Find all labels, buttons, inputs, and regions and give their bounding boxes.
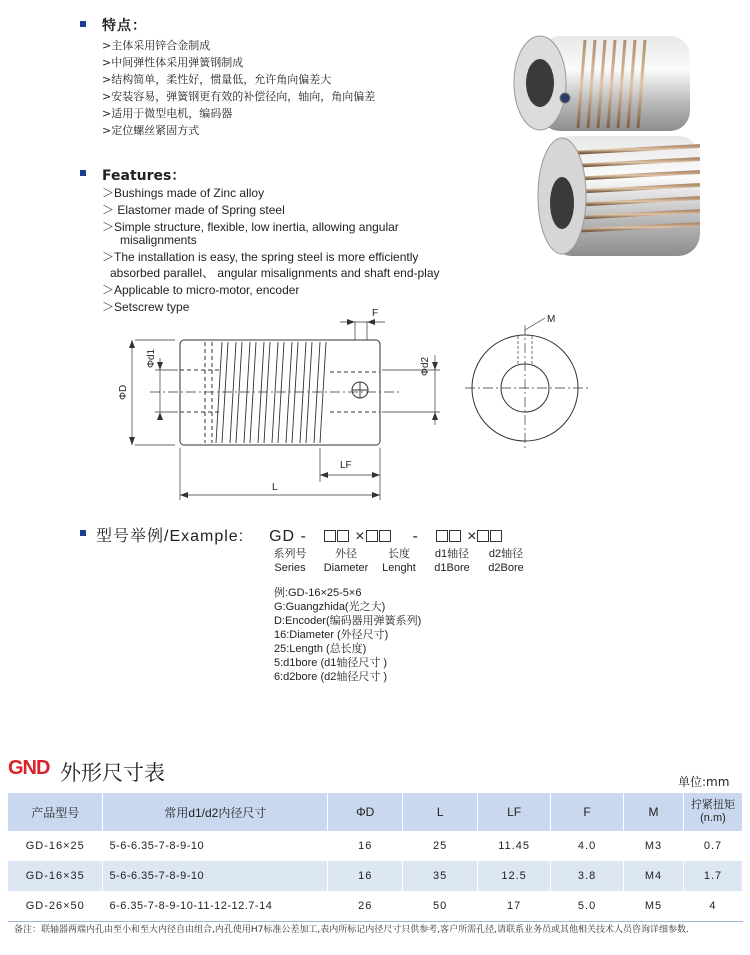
dim-label-l: L (272, 482, 278, 493)
example-line: 5:d1bore (d1轴径尺寸 ) (274, 657, 388, 669)
table-header-row (8, 793, 743, 831)
code-box (324, 530, 336, 542)
dim-label-phi-d: ΦD (118, 384, 129, 400)
list-item: >中间弹性体采用弹簧钢制成 (102, 56, 244, 69)
list-item: >适用于微型电机，编码器 (102, 107, 233, 120)
list-item: >定位螺丝紧固方式 (102, 124, 200, 137)
list-item: >结构简单，柔性好，惯量低，允许角向偏差大 (102, 73, 332, 86)
code-box (490, 530, 502, 542)
dim-label-m: M (547, 314, 556, 325)
product-photo (500, 28, 715, 268)
coupling-photo-bottom (538, 136, 700, 256)
table-title: 外形尺寸表 (60, 761, 165, 785)
header-l: L (403, 793, 478, 831)
example-title-row (96, 523, 503, 546)
side-view-body (180, 340, 380, 445)
header-m: M (624, 793, 684, 831)
header-f: F (551, 793, 624, 831)
list-item: ＞Simple structure, flexible, low inertia, allowing angular (102, 220, 399, 234)
example-line: G:Guangzhida(光之大) (274, 601, 386, 613)
dim-label-phi-d1: Φd1 (146, 348, 157, 368)
list-item: ＞ Elastomer made of Spring steel (102, 203, 285, 217)
unit-label: 单位:mm (678, 775, 730, 789)
features-en-title: Features： (102, 168, 186, 184)
example-line: 6:d2bore (d2轴径尺寸 ) (274, 671, 388, 683)
list-item: ＞The installation is easy, the spring steel is more efficiently (102, 250, 419, 264)
table-note: 备注：联轴器两端内孔由至小和至大内径自由组合,内孔使用H7标准公差加工,表内所标记内径尺寸只供参考,客户所需孔径,请联系业务员或其他相关技术人员咨询详细参数. (14, 925, 689, 935)
example-line: 25:Length (总长度) (274, 643, 367, 655)
technical-drawing (0, 300, 750, 510)
example-label-d1: d1轴径 d1Bore (434, 548, 470, 574)
list-item: ＞Bushings made of Zinc alloy (102, 186, 265, 200)
coupling-photo-top (514, 36, 690, 131)
header-phi-d: ΦD (328, 793, 403, 831)
header-bore: 常用d1/d2内径尺寸 (103, 793, 328, 831)
logo-text: GND (8, 757, 50, 779)
list-item: ＞Applicable to micro-motor, encoder (102, 283, 300, 297)
header-torque: 拧紧扭矩 (n.m) (683, 793, 742, 831)
bullet-square-icon (80, 21, 86, 27)
list-item: >安装容易，弹簧钢更有效的补偿径向，轴向，角向偏差 (102, 90, 376, 103)
example-explanation (274, 586, 421, 684)
table-row: GD-16×25 5-6-6.35-7-8-9-10 16 25 11.45 4.0 M3 0.7 (8, 831, 743, 861)
code-box (366, 530, 378, 542)
example-label-series: 系列号 Series (273, 548, 307, 574)
example-title: 型号举例/Example: (96, 528, 245, 545)
code-box (449, 530, 461, 542)
dim-label-lf: LF (340, 460, 352, 471)
dim-label-phi-d2: Φd2 (420, 356, 431, 376)
example-line: 16:Diameter (外径尺寸) (274, 629, 389, 641)
table-row: GD-16×35 5-6-6.35-7-8-9-10 16 35 12.5 3.8 M4 1.7 (8, 861, 743, 891)
features-cn-title: 特点： (102, 18, 147, 34)
times-sign: × (467, 528, 478, 545)
dimension-table (8, 793, 743, 922)
times-sign: × (355, 528, 366, 545)
list-item: absorbed parallel、 angular misalignments and shaft end-play (110, 266, 440, 280)
code-box (436, 530, 448, 542)
example-line: 例:GD-16×25-5×6 (274, 587, 362, 599)
example-code-prefix: GD - (269, 528, 307, 545)
table-row: GD-26×50 6-6.35-7-8-9-10-11-12-12.7-14 26 50 17 5.0 M5 4 (8, 891, 743, 922)
list-item: ＞Setscrew type (102, 300, 190, 314)
dim-label-f: F (372, 308, 379, 319)
features-cn-list (102, 37, 375, 139)
example-label-diameter: 外径 Diameter (323, 548, 369, 574)
header-model: 产品型号 (8, 793, 103, 831)
code-box (379, 530, 391, 542)
header-lf: LF (478, 793, 551, 831)
list-item: misalignments (120, 233, 197, 247)
code-box (337, 530, 349, 542)
list-item: >主体采用锌合金制成 (102, 39, 211, 52)
dash-sign: - (412, 528, 419, 545)
example-label-length: 长度 Lenght (382, 548, 416, 574)
example-label-d2: d2轴径 d2Bore (488, 548, 524, 574)
features-en-list (102, 185, 440, 315)
brand-logo (8, 757, 49, 780)
example-line: D:Encoder(编码器用弹簧系列) (274, 615, 422, 627)
bullet-square-icon (80, 530, 86, 536)
code-box (477, 530, 489, 542)
bullet-square-icon (80, 170, 86, 176)
